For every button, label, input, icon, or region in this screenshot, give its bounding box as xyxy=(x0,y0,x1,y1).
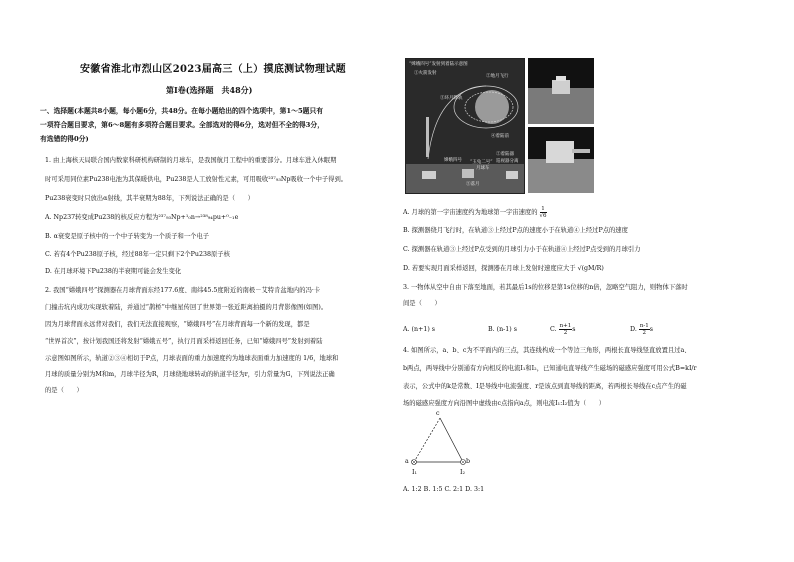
edge-cb xyxy=(440,418,463,462)
q4-options: A. 1:2 B. 1:5 C. 2:1 D. 3:1 xyxy=(403,486,485,493)
label-yutu2: “玉兔二号” xyxy=(470,160,493,165)
moon-photo-1-svg xyxy=(528,58,594,124)
label-i2: I₂ xyxy=(460,469,466,476)
q2-option-c: C. 探测器在轨道③上经过P点受到的月球引力小于在轨道④上经过P点受到的月球引力 xyxy=(403,246,641,253)
label-before-landing: ④着陆前 xyxy=(491,134,509,139)
label-lander: ②着陆器 xyxy=(496,152,514,157)
q3-option-d-fraction xyxy=(639,323,650,336)
q3-line-1: 3. 一物体从空中自由下落至地面，若其最后1s的位移是第1s位移的n倍，忽略空气阻力，则物体下落时 xyxy=(403,284,688,291)
q4-line-3: 表示，公式中的k是常数、I是导线中电流强度、r是该点到直导线的距离，若两根长导线在c点产生的磁 xyxy=(403,383,687,390)
q2-line-7: 的是（ ） xyxy=(45,387,83,394)
q3-option-b: B. (n-1) s xyxy=(488,326,517,333)
label-change4: 嫦娥四号 xyxy=(444,158,462,163)
instructions-line-2: 一项符合题目要求，第6～8题有多项符合题目要求。全部选对的得6分，选对但不全的得3分， xyxy=(40,121,324,129)
label-c: c xyxy=(436,410,440,417)
q1-line-2: 时可采用同位素Pu238电池为其保暖供电，Pu238是人工放射性元素，可用吸收²³⁷₉₃Np吸收一个中子得到。 xyxy=(45,176,348,183)
q3-option-c-fraction xyxy=(559,323,576,336)
q2-line-2: 门撞击坑内成功实现软着陆，并通过“鹊桥”中继星传回了世界第一张近距离拍摄的月背影像图(如图)。 xyxy=(45,304,328,311)
q1-line-1: 1. 由上海核天局联合国内数家科研机构研制的月球车，是我国航月工程中的重要部分。月球车进入休眠期 xyxy=(45,157,337,164)
trajectory-figure xyxy=(405,58,525,194)
q3-d-unit: s xyxy=(649,326,653,333)
q3-option-d-label: D. xyxy=(630,326,637,333)
q2-option-a-fraction xyxy=(540,206,547,219)
q4-line-4: 场的磁感应强度方向沿图中虚线由c点指向a点，则电流I₁:I₂值为（ ） xyxy=(403,400,606,407)
q3-c-den: 2 xyxy=(563,330,568,336)
q2-option-d xyxy=(403,265,604,273)
q2-line-4: “世界首次”，按计划我国还将发射“嫦娥五号”，执行月面采样返回任务，已知“嫦娥四号”发射到着陆 xyxy=(45,338,323,345)
q2-option-b: B. 探测器绕月飞行时，在轨道③上经过P点的速度小于在轨道④上经过P点的速度 xyxy=(403,227,628,234)
q2-a-den: √6 xyxy=(539,213,547,219)
trajectory-svg xyxy=(406,59,524,193)
moon-photo-1 xyxy=(528,58,594,124)
label-a: a xyxy=(405,458,409,465)
q2-line-6: 月球的质量分别为M和m，月球半径为R，月球绕地球转动的轨道半径为r，引力常量为G，下列说法正确 xyxy=(45,371,335,378)
q2-line-5: 示意图如图所示，轨道②③④相切于P点，月球表面的重力加速度约为地球表面重力加速度的 1/6，地球和 xyxy=(45,355,339,362)
q1-option-b: B. α衰变是原子核中的一个中子转变为一个质子和一个电子 xyxy=(45,233,210,240)
q3-option-a: A. (n+1) s xyxy=(403,326,436,333)
label-separation: 巡视器分离 xyxy=(496,159,519,164)
q1-line-3: Pu238衰变时只放出α射线，其半衰期为88年，下列说法正确的是（ ） xyxy=(45,195,254,202)
edge-ca xyxy=(414,418,440,462)
q3-option-c-label: C. xyxy=(550,326,557,333)
q3-d-num: n-1 xyxy=(639,323,649,329)
moon-photo-2-svg xyxy=(528,127,594,193)
q2-option-a xyxy=(403,206,547,219)
section-title: 第Ⅰ卷(选择题 共48分) xyxy=(166,85,253,95)
q4-line-2: b两点，两导线中分别通有方向相反的电流I₁和I₂，已知通电直导线产生磁场的磁感应强度可用公式B=kI/r xyxy=(403,365,697,372)
q2-line-1: 2. 我国“嫦娥四号”探测器在月球背面东经177.6度、南纬45.5度附近的南极－艾特肯盆地内的冯·卡 xyxy=(45,287,321,294)
q3-option-d xyxy=(630,323,653,336)
label-i1: I₁ xyxy=(412,469,418,476)
q2-option-d-expr: √(gM/R) xyxy=(577,265,604,272)
page-title: 安徽省淮北市烈山区2023届高三（上）摸底测试物理试题 xyxy=(80,64,346,75)
dot-b xyxy=(462,461,464,463)
q2-option-d-text: D. 若要实现月面采样返回，探测器在月球上发射时速度应大于 xyxy=(403,265,576,272)
moon-photo-2 xyxy=(528,127,594,193)
instructions-line-3: 有选错的得0分) xyxy=(40,135,89,143)
trajectory-title: “嫦娥四号”发射到着陆示意图 xyxy=(409,62,468,67)
q1-option-d: D. 在月球环境下Pu238的半衰期可能会发生变化 xyxy=(45,268,182,275)
q1-option-c: C. 若有4个Pu238原子核，经过88年一定只剩下2个Pu238原子核 xyxy=(45,251,230,258)
q4-line-1: 4. 如图所示，a、b、c为不平面内的三点，其连线构成一个等边三角形，两根长直导线竖直放置且过a、 xyxy=(403,347,691,354)
q2-a-num: 1 xyxy=(541,206,545,212)
label-rocket-launch: ①火箭发射 xyxy=(414,71,437,76)
label-landing: ⑤落月 xyxy=(466,182,480,187)
q1-option-a: A. Np237转变成Pu238的核反应方程为²³⁷₉₃Np+¹₀n→²³⁸₉₄pu+⁰₋₁e xyxy=(45,214,239,221)
label-rover: 月球车 xyxy=(476,166,490,171)
q2-line-3: 因为月球背面永远背对我们，我们无法直接观察，“嫦娥四号”在月球背面每一个新的发现，都是 xyxy=(45,321,310,328)
label-earth-moon-flight: ②地月飞行 xyxy=(486,74,509,79)
instructions-line-1: 一、选择题(本题共8小题，每小题6分，共48分。在每小题给出的四个选项中，第1～5题只有 xyxy=(40,107,324,115)
label-orbit-lowering: ③环月降轨 xyxy=(440,96,463,101)
q3-c-unit: s xyxy=(572,326,576,333)
q3-c-num: n+1 xyxy=(559,323,572,329)
label-b: b xyxy=(466,458,471,465)
q3-option-c xyxy=(550,323,576,336)
q2-option-a-text: A. 月球的第一宇宙速度约为地球第一宇宙速度的 xyxy=(403,209,538,216)
q3-line-2: 间是（ ） xyxy=(403,300,441,307)
q3-d-den: 2 xyxy=(642,330,647,336)
